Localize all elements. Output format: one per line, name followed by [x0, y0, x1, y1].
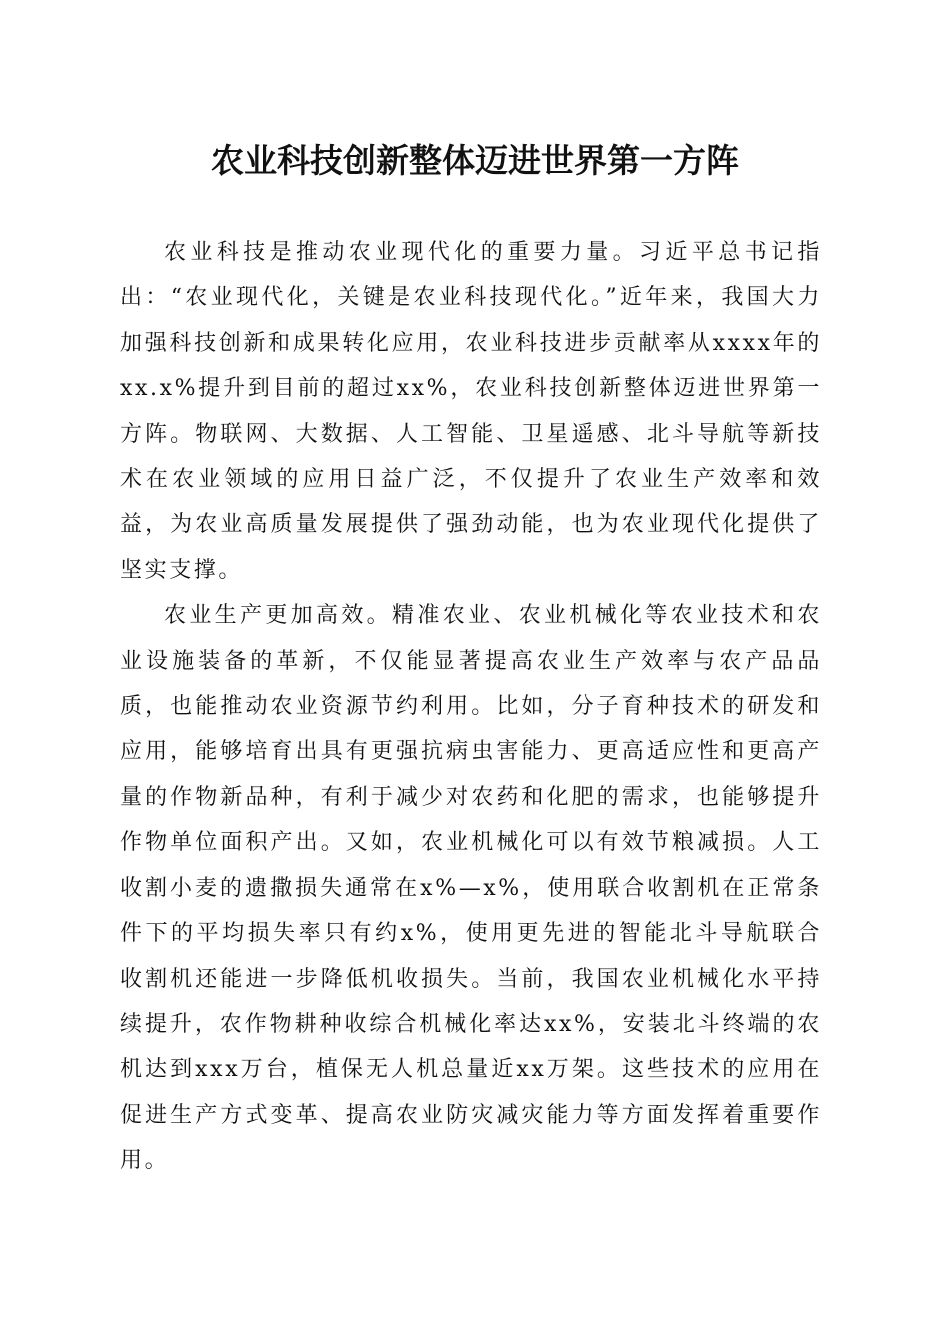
- paragraph-intro: 农业科技是推动农业现代化的重要力量。习近平总书记指出：“农业现代化，关键是农业科技现代化。”近年来，我国大力加强科技创新和成果转化应用，农业科技进步贡献率从xxxx年的xx.x%提升到目前的超过xx%，农业科技创新整体迈进世界第一方阵。物联网、大数据、人工智能、卫星遥感、北斗导航等新技术在农业领域的应用日益广泛，不仅提升了农业生产效率和效益，为农业高质量发展提供了强劲动能，也为农业现代化提供了坚实支撑。: [120, 240, 822, 583]
- document-title: 农业科技创新整体迈进世界第一方阵: [211, 141, 739, 180]
- document-body: [120, 230, 822, 1184]
- paragraph-production-efficiency: 农业生产更加高效。精准农业、农业机械化等农业技术和农业设施装备的革新，不仅能显著提高农业生产效率与农产品品质，也能推动农业资源节约利用。比如，分子育种技术的研发和应用，能够培育出具有更强抗病虫害能力、更高适应性和更高产量的作物新品种，有利于减少对农药和化肥的需求，也能够提升作物单位面积产出。又如，农业机械化可以有效节粮减损。人工收割小麦的遗撒损失通常在x%—x%，使用联合收割机在正常条件下的平均损失率只有约x%，使用更先进的智能北斗导航联合收割机还能进一步降低机收损失。当前，我国农业机械化水平持续提升，农作物耕种收综合机械化率达xx%，安装北斗终端的农机达到xxx万台，植保无人机总量近xx万架。这些技术的应用在促进生产方式变革、提高农业防灾减灾能力等方面发挥着重要作用。: [120, 603, 822, 1174]
